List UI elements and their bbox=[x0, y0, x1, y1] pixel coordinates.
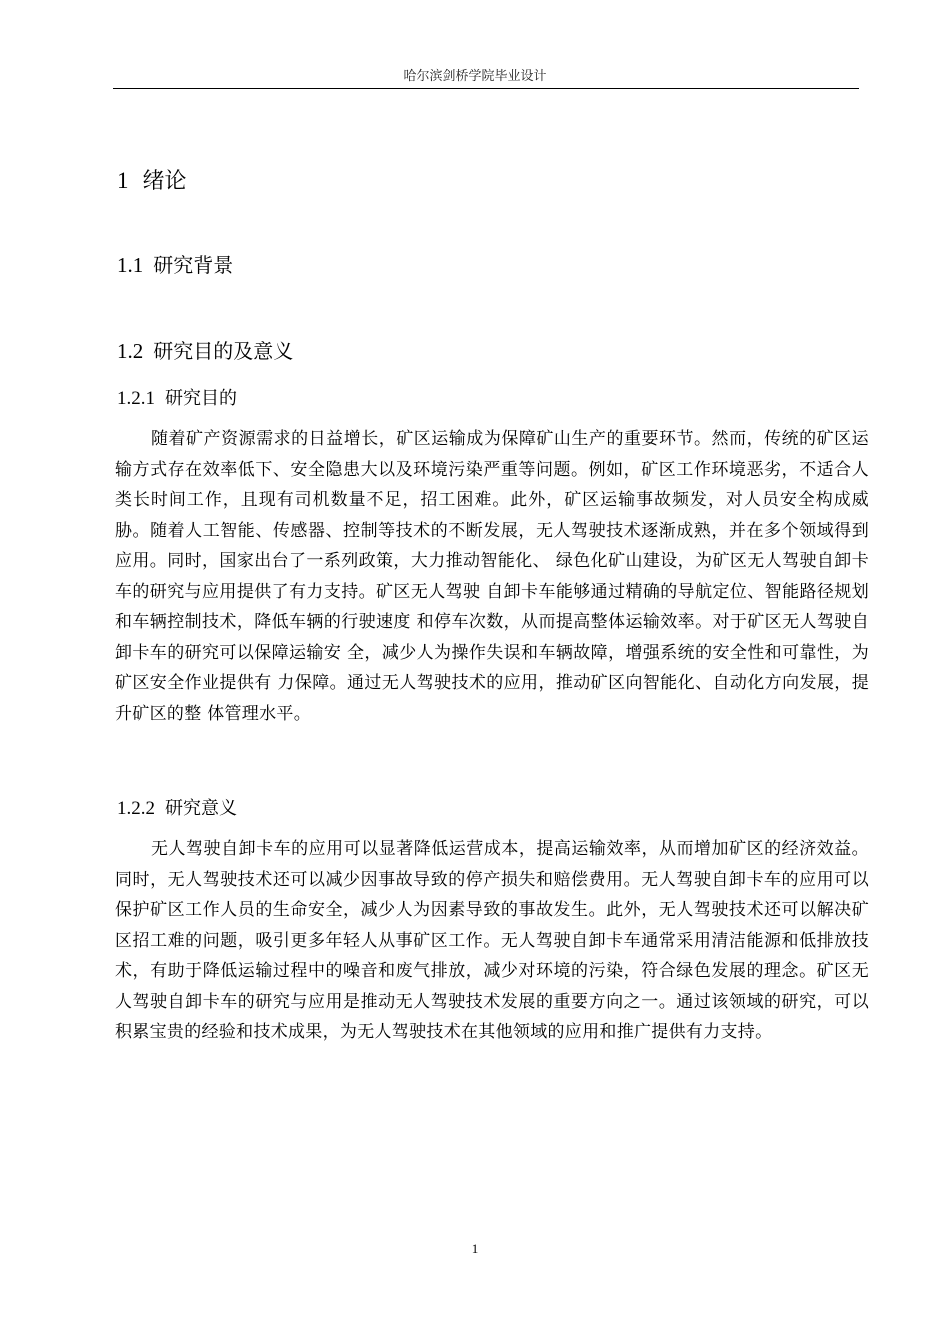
chapter-title: 绪论 bbox=[142, 169, 187, 194]
subsection-heading-purpose bbox=[117, 384, 237, 410]
header-divider bbox=[113, 88, 859, 89]
chapter-heading bbox=[117, 164, 187, 195]
section-heading-purpose-significance bbox=[117, 335, 293, 364]
subsection-heading-significance bbox=[117, 794, 237, 820]
paragraph-research-significance: 无人驾驶自卸卡车的应用可以显著降低运营成本，提高运输效率，从而增加矿区的经济效益。同时，无人驾驶技术还可以减少因事故导致的停产损失和赔偿费用。无人驾驶自卸卡车的应用可以保护矿区工作人员的生命安全，减少人为因素导致的事故发生。此外，无人驾驶技术还可以解决矿区招工难的问题，吸引更多年轻人从事矿区工作。无人驾驶自卸卡车通常采用清洁能源和低排放技术，有助于降低运输过程中的噪音和废气排放，减少对环境的污染，符合绿色发展的理念。矿区无人驾驶自卸卡车的研究与应用是推动无人驾驶技术发展的重要方向之一。通过该领域的研究，可以积累宝贵的经验和技术成果，为无人驾驶技术在其他领域的应用和推广提供有力支持。 bbox=[115, 839, 869, 1042]
section-number: 1.2 bbox=[117, 339, 144, 363]
section-number: 1.1 bbox=[117, 253, 144, 277]
section-heading-background bbox=[117, 249, 233, 278]
chapter-number: 1 bbox=[117, 168, 129, 193]
page-number: 1 bbox=[471, 1241, 479, 1256]
subsection-title: 研究目的 bbox=[165, 388, 237, 409]
section-title: 研究背景 bbox=[153, 253, 234, 277]
paragraph-research-purpose: 随着矿产资源需求的日益增长，矿区运输成为保障矿山生产的重要环节。然而，传统的矿区运输方式存在效率低下、安全隐患大以及环境污染严重等问题。例如，矿区工作环境恶劣，不适合人类长时间工作，且现有司机数量不足，招工困难。此外，矿区运输事故频发，对人员安全构成威胁。随着人工智能、传感器、控制等技术的不断发展，无人驾驶技术逐渐成熟，并在多个领域得到应用。同时，国家出台了一系列政策，大力推动智能化、 绿色化矿山建设，为矿区无人驾驶自卸卡车的研究与应用提供了有力支持。矿区无人驾驶 自卸卡车能够通过精确的导航定位、智能路径规划和车辆控制技术，降低车辆的行驶速度 和停车次数，从而提高整体运输效率。对于矿区无人驾驶自卸卡车的研究可以保障运输安 全，减少人为操作失误和车辆故障，增强系统的安全性和可靠性，为矿区安全作业提供有 力保障。通过无人驾驶技术的应用，推动矿区向智能化、自动化方向发展，提升矿区的整 体管理水平。 bbox=[115, 429, 869, 724]
section-title: 研究目的及意义 bbox=[153, 339, 294, 363]
subsection-number: 1.2.2 bbox=[117, 798, 155, 819]
subsection-title: 研究意义 bbox=[165, 798, 237, 819]
page-header-title: 哈尔滨剑桥学院毕业设计 bbox=[403, 69, 547, 84]
subsection-number: 1.2.1 bbox=[117, 388, 155, 409]
